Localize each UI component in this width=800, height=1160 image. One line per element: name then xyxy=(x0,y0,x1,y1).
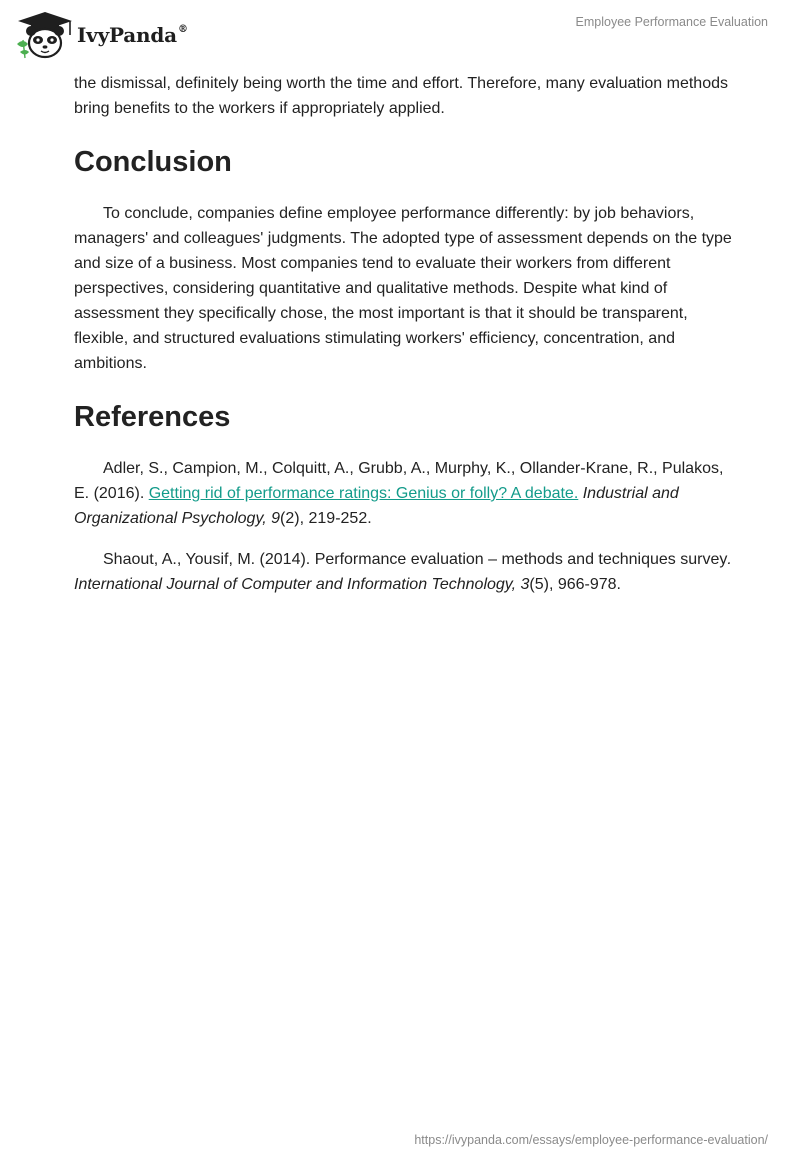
reference-journal: . International Journal of Computer and Information Technology, 3 xyxy=(74,551,732,593)
ivypanda-logo[interactable] xyxy=(14,8,188,60)
reference-details: (2), 219-252. xyxy=(280,510,372,527)
reference-item xyxy=(74,456,734,531)
references-heading: References xyxy=(74,401,231,433)
reference-authors: Shaout, A., Yousif, M. (2014). Performance evaluation – methods and techniques survey xyxy=(103,551,728,568)
reference-item xyxy=(74,547,734,597)
logo-text: IvyPanda® xyxy=(77,23,188,47)
page-header xyxy=(0,0,800,64)
footer-url[interactable]: https://ivypanda.com/essays/employee-performance-evaluation/ xyxy=(414,1133,768,1147)
intro-paragraph: the dismissal, definitely being worth the time and effort. Therefore, many evaluation methods bring benefits to the workers if appropriately applied. xyxy=(74,75,728,117)
conclusion-heading: Conclusion xyxy=(74,146,232,178)
panda-graduate-icon xyxy=(14,8,76,60)
conclusion-paragraph: To conclude, companies define employee performance differently: by job behaviors, managers' and colleagues' judgments. The adopted type of assessment depends on the type and size of a business. Most companies tend to evaluate their workers from different perspectives, considering quantitative and qualitative methods. Despite what kind of assessment they specifically chose, the most important is that it should be transparent, flexible, and structured evaluations stimulating workers' efficiency, concentration, and ambitions. xyxy=(74,205,732,372)
reference-link[interactable]: Getting rid of performance ratings: Genius or folly? A debate. xyxy=(148,485,579,502)
document-title: Employee Performance Evaluation xyxy=(575,15,768,29)
reference-journal: Industrial and Organizational Psychology, 9 xyxy=(74,485,679,527)
document-body xyxy=(74,71,734,613)
reference-authors: Adler, S., Campion, M., Colquitt, A., Grubb, A., Murphy, K., Ollander-Krane, R., Pulakos, E. (2016). xyxy=(74,460,724,502)
reference-details: (5), 966-978. xyxy=(529,576,621,593)
